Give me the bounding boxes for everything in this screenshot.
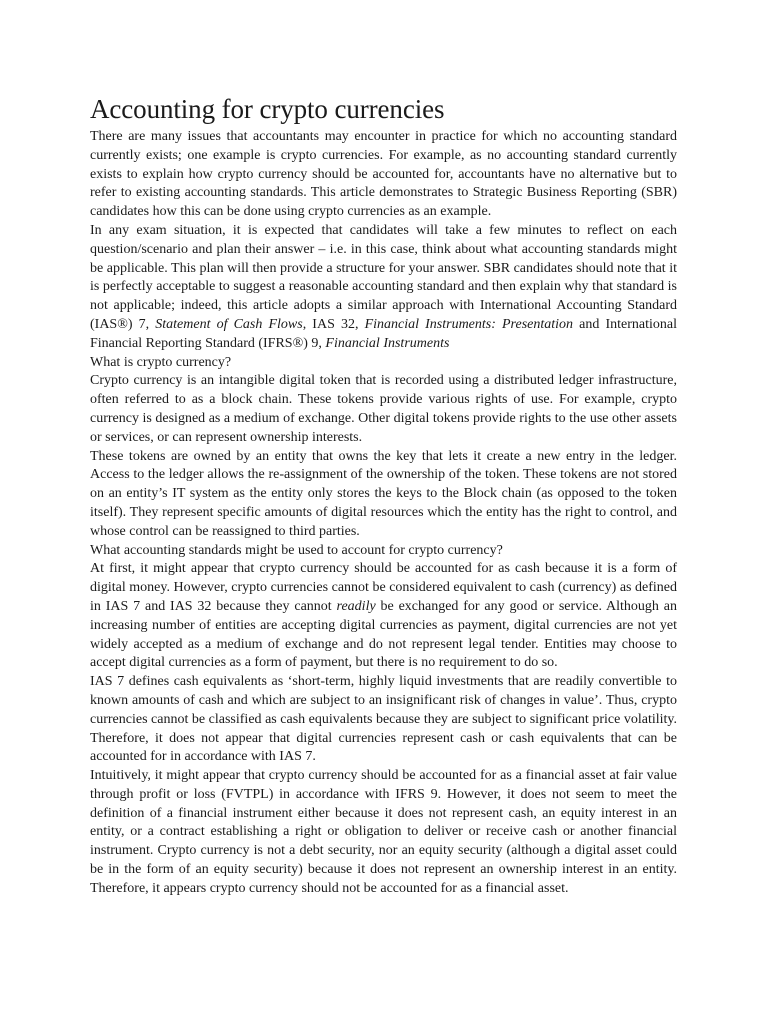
paragraph-cash-equivalents: IAS 7 defines cash equivalents as ‘short-term, highly liquid investments that are readily convertible to known amounts of cash and which are subject to an insignificant risk of changes in value’. Thus, crypto currencies cannot be classified as cash equivalents because they are subject to significant price volatility. Therefore, it does not appear that digital currencies represent cash or cash equivalents that can be accounted for in accordance with IAS 7.: [90, 674, 677, 765]
section-heading-standards: What accounting standards might be used to account for crypto currency?: [90, 542, 503, 558]
paragraph-cash: [90, 560, 677, 673]
section-heading-what-is: What is crypto currency?: [90, 354, 232, 370]
standard-title-cash-flows: Statement of Cash Flows: [155, 316, 303, 332]
paragraph-text: At first, it might appear that crypto currency should be accounted for as cash because it is a form of digital money. However, crypto currencies cannot be considered equivalent to cash (currency) as defined in IAS 7 and IAS 32 because they cannot: [90, 561, 677, 614]
emphasis-readily: readily: [336, 598, 376, 614]
paragraph-ownership: These tokens are owned by an entity that owns the key that lets it create a new entry in the ledger. Access to the ledger allows the re-assignment of the ownership of the token. These tokens are not stored on an entity’s IT system as the entity only stores the keys to the Block chain (as opposed to the token itself). They represent specific amounts of digital resources which the entity has the right to control, and whose control can be reassigned to third parties.: [90, 448, 677, 539]
paragraph-intro: There are many issues that accountants may encounter in practice for which no accounting standard currently exists; one example is crypto currencies. For example, as no accounting standard currently exists to explain how crypto currency should be accounted for, accountants have no alternative but to refer to existing accounting standards. This article demonstrates to Strategic Business Reporting (SBR) candidates how this can be done using crypto currencies as an example.: [90, 129, 677, 220]
paragraph-text: be exchanged for any good or service. Although an increasing number of entities are accepting digital currencies as payment, digital currencies are not yet widely accepted as a medium of exchange and do not represent legal tender. Entities may choose to accept digital currencies as a form of payment, but there is no requirement to do so.: [90, 598, 677, 671]
paragraph-text: and International Financial Reporting Standard (IFRS®) 9,: [90, 316, 677, 351]
document-title: Accounting for crypto currencies: [90, 94, 445, 124]
paragraph-definition: Crypto currency is an intangible digital token that is recorded using a distributed ledger infrastructure, often referred to as a block chain. These tokens provide various rights of use. For example, crypto currency is designed as a medium of exchange. Other digital tokens provide rights to the use other assets or services, or can represent ownership interests.: [90, 373, 677, 445]
standard-title-financial-instruments: Financial Instruments: [325, 335, 450, 351]
paragraph-text: , IAS 32,: [302, 316, 365, 332]
paragraph-exam-situation: [90, 222, 677, 354]
standard-title-presentation: Financial Instruments: Presentation: [364, 316, 574, 332]
document-page: [90, 92, 677, 899]
paragraph-text: In any exam situation, it is expected that candidates will take a few minutes to reflect on each question/scenario and plan their answer – i.e. in this case, think about what accounting standards might be applicable. This plan will then provide a structure for your answer. SBR candidates should note that it is perfectly acceptable to suggest a reasonable accounting standard and then explain why that standard is not applicable; indeed, this article adopts a similar approach with International Accounting Standard (IAS®) 7,: [90, 222, 677, 332]
paragraph-financial-asset: Intuitively, it might appear that crypto currency should be accounted for as a financial asset at fair value through profit or loss (FVTPL) in accordance with IFRS 9. However, it does not seem to meet the definition of a financial instrument either because it does not represent cash, an equity interest in an entity, or a contract establishing a right or obligation to deliver or receive cash or another financial instrument. Crypto currency is not a debt security, nor an equity security (although a digital asset could be in the form of an equity security) because it does not represent an ownership interest in an entity. Therefore, it appears crypto currency should not be accounted for as a financial asset.: [90, 768, 677, 896]
